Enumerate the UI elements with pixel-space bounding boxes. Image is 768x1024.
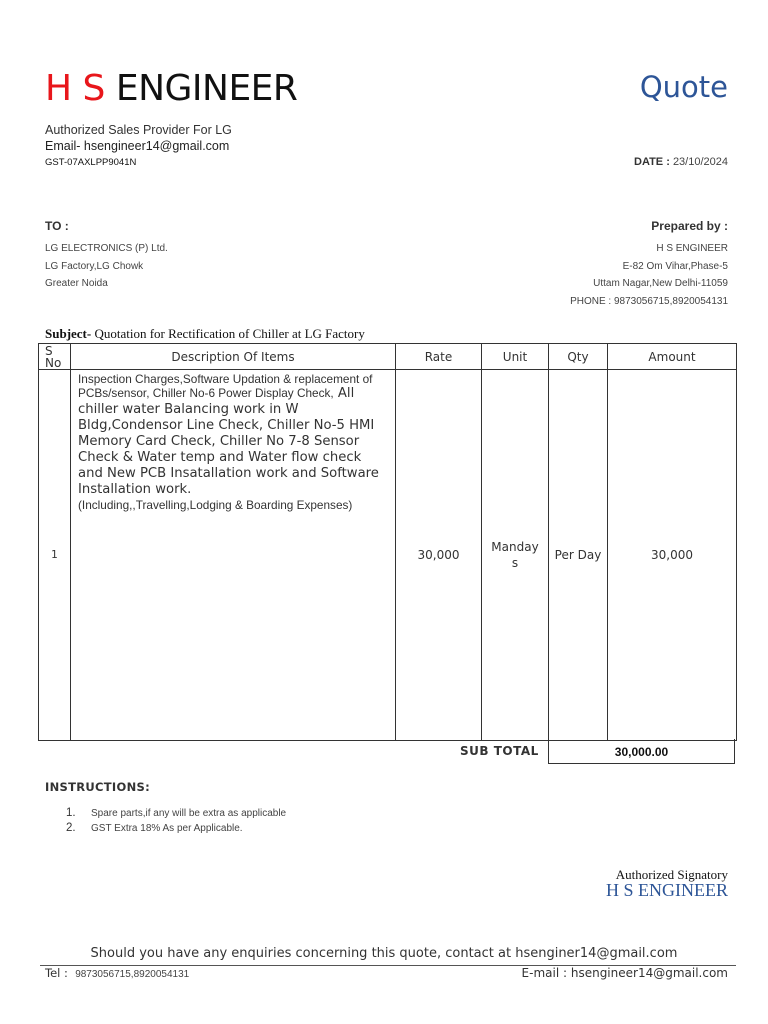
header-unit: Unit xyxy=(482,344,549,370)
to-address xyxy=(45,240,168,293)
to-label: TO : xyxy=(45,219,69,233)
footer-email xyxy=(522,966,728,980)
subject-text: Quotation for Rectification of Chiller at LG Factory xyxy=(91,326,365,341)
prepared-by-line: H S ENGINEER xyxy=(656,243,728,254)
to-line: LG ELECTRONICS (P) Ltd. xyxy=(45,243,168,254)
document-type: Quote xyxy=(639,70,728,104)
date-value: 23/10/2024 xyxy=(672,156,728,168)
description-note: (Including,,Travelling,Lodging & Boarding Expenses) xyxy=(78,498,353,512)
prepared-by-label: Prepared by : xyxy=(651,219,728,233)
row-unit: Mandays xyxy=(482,370,549,741)
header-email: Email- hsengineer14@gmail.com xyxy=(45,139,230,153)
header-qty: Qty xyxy=(549,344,608,370)
subject-line xyxy=(45,326,365,342)
company-name-rest: ENGINEER xyxy=(104,68,298,109)
subtotal-label: SUB TOTAL xyxy=(460,744,539,758)
header-amount: Amount xyxy=(608,344,737,370)
header-rate: Rate xyxy=(396,344,482,370)
email-value: hsengineer14@gmail.com xyxy=(570,966,728,980)
instruction-text: Spare parts,if any will be extra as applicable xyxy=(91,808,287,819)
date-label: DATE : xyxy=(634,156,670,168)
signatory-name: H S ENGINEER xyxy=(606,880,728,900)
instruction-item xyxy=(66,821,286,836)
date-block xyxy=(634,156,728,168)
prepared-by-address xyxy=(570,240,728,310)
footer-tel xyxy=(45,966,189,980)
row-amount: 30,000 xyxy=(608,370,737,741)
prepared-by-line: Uttam Nagar,New Delhi-11059 xyxy=(593,278,728,289)
description-part-large: All chiller water Balancing work in W Bldg,Condensor Line Check, Chiller No-5 HMI Memory Card Check, Chiller No 7-8 Sensor Check & Water temp and Water flow check and New PCB Insatallation work and Software Installation work. xyxy=(78,386,379,497)
tagline: Authorized Sales Provider For LG xyxy=(45,123,232,137)
enquiry-note: Should you have any enquiries concerning this quote, contact at hsenginer14@gmail.com xyxy=(90,946,678,961)
instructions-label: INSTRUCTIONS: xyxy=(45,780,150,794)
signatory-label: Authorized Signatory xyxy=(615,867,728,882)
header-sno: S No xyxy=(39,344,71,370)
instruction-number: 2. xyxy=(66,822,76,834)
company-name xyxy=(45,68,297,109)
subject-label: Subject- xyxy=(45,326,92,341)
subtotal-value: 30,000.00 xyxy=(548,739,735,764)
items-table xyxy=(38,343,737,741)
to-line: Greater Noida xyxy=(45,278,108,289)
prepared-by-line: PHONE : 9873056715,8920054131 xyxy=(570,295,728,307)
tel-label: Tel : xyxy=(45,966,68,980)
row-sno: 1 xyxy=(39,370,71,741)
instructions-list xyxy=(66,806,286,836)
gst-number: GST-07AXLPP9041N xyxy=(45,157,137,168)
email-label: E-mail : xyxy=(521,966,568,980)
description-part-small: Inspection Charges,Software Updation & replacement of PCBs/sensor, Chiller No-6 Power Display Check, xyxy=(78,372,373,400)
prepared-by-line: E-82 Om Vihar,Phase-5 xyxy=(622,260,728,272)
instruction-number: 1. xyxy=(66,807,76,819)
table-row xyxy=(39,370,737,741)
row-qty: Per Day xyxy=(549,370,608,741)
instruction-item xyxy=(66,806,286,821)
instruction-text: GST Extra 18% As per Applicable. xyxy=(91,823,243,834)
company-name-prefix: H S xyxy=(45,68,105,109)
to-line: LG Factory,LG Chowk xyxy=(45,260,144,272)
row-description xyxy=(71,370,396,741)
table-header-row xyxy=(39,344,737,370)
tel-value: 9873056715,8920054131 xyxy=(75,969,190,980)
header-description: Description Of Items xyxy=(71,344,396,370)
row-rate: 30,000 xyxy=(396,370,482,741)
